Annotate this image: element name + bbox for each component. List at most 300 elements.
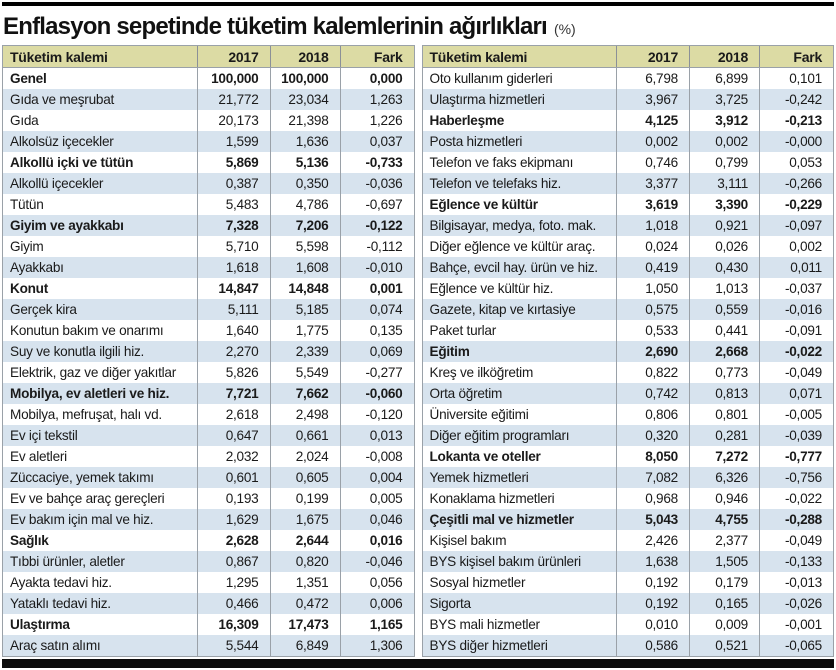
item-label-cell: Araç satın alımı [10, 638, 101, 653]
value-2018-cell: 0,605 [270, 467, 340, 488]
table-row [3, 173, 414, 194]
value-fark-cell: -0,065 [759, 635, 833, 656]
value-2017-cell: 1,638 [616, 551, 689, 572]
value-fark-cell: 0,074 [340, 299, 414, 320]
table-row [3, 404, 414, 425]
item-label-cell: Sağlık [10, 533, 49, 548]
value-fark-cell: 0,056 [340, 572, 414, 593]
table-row [423, 341, 834, 362]
value-2017-cell: 3,619 [616, 194, 689, 215]
value-fark-cell: -0,008 [340, 446, 414, 467]
column-header-2018: 2018 [689, 46, 759, 67]
table-row [3, 320, 414, 341]
value-2018-cell: 1,608 [270, 257, 340, 278]
item-label-cell: Suy ve konutla ilgili hiz. [10, 344, 145, 359]
value-fark-cell: -0,756 [759, 467, 833, 488]
table-row [423, 320, 834, 341]
value-fark-cell: -0,046 [340, 551, 414, 572]
value-fark-cell: 1,226 [340, 110, 414, 131]
value-2017-cell: 0,193 [197, 488, 270, 509]
value-2017-cell: 7,328 [197, 215, 270, 236]
value-2018-cell: 0,799 [689, 152, 759, 173]
value-2018-cell: 0,661 [270, 425, 340, 446]
table-row [3, 446, 414, 467]
value-2017-cell: 0,533 [616, 320, 689, 341]
value-2017-cell: 7,721 [197, 383, 270, 404]
infographic-page [0, 2, 836, 670]
value-2017-cell: 5,544 [197, 635, 270, 656]
value-2017-cell: 0,822 [616, 362, 689, 383]
value-2018-cell: 5,549 [270, 362, 340, 383]
item-label-cell: Kişisel bakım [429, 533, 507, 548]
table-row [423, 551, 834, 572]
value-fark-cell: -0,026 [759, 593, 833, 614]
value-2017-cell: 1,618 [197, 257, 270, 278]
tables-container [2, 45, 834, 657]
item-label-cell: Tütün [10, 197, 44, 212]
item-label-cell: Giyim ve ayakkabı [10, 218, 124, 233]
value-2018-cell: 100,000 [270, 68, 340, 89]
value-2018-cell: 2,644 [270, 530, 340, 551]
table-row [3, 152, 414, 173]
value-2017-cell: 0,320 [616, 425, 689, 446]
value-fark-cell: -0,122 [340, 215, 414, 236]
value-2018-cell: 0,165 [689, 593, 759, 614]
table-row [3, 362, 414, 383]
value-2017-cell: 0,010 [616, 614, 689, 635]
bottom-rule [2, 659, 834, 668]
value-2017-cell: 1,629 [197, 509, 270, 530]
item-label-cell: Çeşitli mal ve hizmetler [429, 512, 574, 527]
value-2017-cell: 1,018 [616, 215, 689, 236]
value-fark-cell: 0,046 [340, 509, 414, 530]
value-fark-cell: -0,266 [759, 173, 833, 194]
value-fark-cell: -0,022 [759, 341, 833, 362]
value-2017-cell: 5,111 [197, 299, 270, 320]
item-label-cell: Ev aletleri [10, 449, 67, 464]
item-label-cell: Diğer eğitim programları [429, 428, 570, 443]
value-2017-cell: 1,050 [616, 278, 689, 299]
value-fark-cell: -0,133 [759, 551, 833, 572]
table-row [423, 215, 834, 236]
value-fark-cell: -0,229 [759, 194, 833, 215]
item-label-cell: Sosyal hizmetler [429, 575, 526, 590]
value-2017-cell: 0,387 [197, 173, 270, 194]
value-2018-cell: 2,498 [270, 404, 340, 425]
value-fark-cell: 0,004 [340, 467, 414, 488]
value-2018-cell: 0,009 [689, 614, 759, 635]
item-label-cell: Ev bakım için mal ve hiz. [10, 512, 154, 527]
table-row [3, 614, 414, 635]
table-row [3, 383, 414, 404]
value-2017-cell: 8,050 [616, 446, 689, 467]
value-2018-cell: 6,326 [689, 467, 759, 488]
value-fark-cell: -0,005 [759, 404, 833, 425]
value-2018-cell: 0,350 [270, 173, 340, 194]
value-fark-cell: -0,777 [759, 446, 833, 467]
item-label-cell: Züccaciye, yemek takımı [10, 470, 154, 485]
value-2018-cell: 0,559 [689, 299, 759, 320]
value-2017-cell: 5,043 [616, 509, 689, 530]
item-label-cell: Üniversite eğitimi [429, 407, 529, 422]
item-label-cell: Gazete, kitap ve kırtasiye [429, 302, 576, 317]
value-fark-cell: -0,060 [340, 383, 414, 404]
value-2017-cell: 0,806 [616, 404, 689, 425]
value-2018-cell: 4,786 [270, 194, 340, 215]
table-row [423, 467, 834, 488]
column-header-2017: 2017 [197, 46, 270, 67]
item-label-cell: Oto kullanım giderleri [429, 71, 553, 86]
table-row [3, 530, 414, 551]
item-label-cell: Eğlence ve kültür [429, 197, 538, 212]
weights-table-left [2, 45, 415, 657]
item-label-cell: Gerçek kira [10, 302, 77, 317]
value-fark-cell: -0,036 [340, 173, 414, 194]
table-row [423, 68, 834, 89]
value-2017-cell: 4,125 [616, 110, 689, 131]
value-2018-cell: 14,848 [270, 278, 340, 299]
table-row [3, 194, 414, 215]
value-fark-cell: 0,037 [340, 131, 414, 152]
table-row [3, 89, 414, 110]
value-2018-cell: 3,912 [689, 110, 759, 131]
table-row [3, 467, 414, 488]
value-fark-cell: 0,000 [340, 68, 414, 89]
value-fark-cell: 0,053 [759, 152, 833, 173]
value-2017-cell: 3,377 [616, 173, 689, 194]
value-fark-cell: -0,242 [759, 89, 833, 110]
value-fark-cell: -0,037 [759, 278, 833, 299]
value-fark-cell: 0,101 [759, 68, 833, 89]
table-row [423, 446, 834, 467]
value-2017-cell: 2,618 [197, 404, 270, 425]
value-2018-cell: 23,034 [270, 89, 340, 110]
value-2018-cell: 5,136 [270, 152, 340, 173]
value-fark-cell: -0,733 [340, 152, 414, 173]
item-label-cell: Yataklı tedavi hiz. [10, 596, 111, 611]
value-2018-cell: 0,430 [689, 257, 759, 278]
table-row [3, 488, 414, 509]
value-2018-cell: 0,281 [689, 425, 759, 446]
value-fark-cell: -0,112 [340, 236, 414, 257]
table-row [423, 425, 834, 446]
value-2018-cell: 0,946 [689, 488, 759, 509]
value-fark-cell: -0,000 [759, 131, 833, 152]
page-title-unit: (%) [553, 21, 576, 37]
value-2018-cell: 4,755 [689, 509, 759, 530]
value-2018-cell: 0,801 [689, 404, 759, 425]
item-label-cell: Lokanta ve oteller [429, 449, 541, 464]
value-2017-cell: 5,710 [197, 236, 270, 257]
table-row [3, 236, 414, 257]
table-row [423, 383, 834, 404]
item-label-cell: BYS mali hizmetler [429, 617, 540, 632]
value-2018-cell: 6,899 [689, 68, 759, 89]
item-label-cell: Yemek hizmetleri [429, 470, 529, 485]
table-row [423, 530, 834, 551]
item-label-cell: Kreş ve ilköğretim [429, 365, 534, 380]
value-2017-cell: 21,772 [197, 89, 270, 110]
table-row [423, 362, 834, 383]
value-fark-cell: 0,002 [759, 236, 833, 257]
value-2017-cell: 0,601 [197, 467, 270, 488]
value-fark-cell: -0,097 [759, 215, 833, 236]
item-label-cell: Ev ve bahçe araç gereçleri [10, 491, 165, 506]
table-row [423, 236, 834, 257]
value-2017-cell: 100,000 [197, 68, 270, 89]
item-label-cell: Gıda ve meşrubat [10, 92, 115, 107]
table-row [423, 572, 834, 593]
value-2017-cell: 0,968 [616, 488, 689, 509]
item-label-cell: Ev içi tekstil [10, 428, 78, 443]
value-2017-cell: 6,798 [616, 68, 689, 89]
value-2017-cell: 20,173 [197, 110, 270, 131]
value-fark-cell: -0,277 [340, 362, 414, 383]
item-label-cell: Mobilya, mefruşat, halı vd. [10, 407, 162, 422]
value-fark-cell: -0,213 [759, 110, 833, 131]
value-2017-cell: 0,002 [616, 131, 689, 152]
value-2018-cell: 1,505 [689, 551, 759, 572]
table-row [423, 299, 834, 320]
item-label-cell: BYS kişisel bakım ürünleri [429, 554, 581, 569]
value-2017-cell: 0,742 [616, 383, 689, 404]
item-label-cell: Alkolsüz içecekler [10, 134, 114, 149]
value-2018-cell: 1,775 [270, 320, 340, 341]
value-2018-cell: 17,473 [270, 614, 340, 635]
table-row [3, 635, 414, 656]
value-2017-cell: 0,586 [616, 635, 689, 656]
item-label-cell: Haberleşme [429, 113, 505, 128]
item-label-cell: Sigorta [429, 596, 471, 611]
value-fark-cell: -0,049 [759, 530, 833, 551]
item-label-cell: Konaklama hizmetleri [429, 491, 555, 506]
value-2017-cell: 7,082 [616, 467, 689, 488]
value-2017-cell: 2,426 [616, 530, 689, 551]
item-label-cell: Bahçe, evcil hay. ürün ve hiz. [429, 260, 598, 275]
table-row [3, 509, 414, 530]
value-2018-cell: 0,921 [689, 215, 759, 236]
item-label-cell: Paket turlar [429, 323, 497, 338]
column-header-item: Tüketim kalemi [10, 48, 108, 65]
value-2018-cell: 3,725 [689, 89, 759, 110]
value-fark-cell: -0,697 [340, 194, 414, 215]
item-label-cell: Giyim [10, 239, 44, 254]
value-2018-cell: 0,813 [689, 383, 759, 404]
table-header-row [423, 46, 834, 68]
value-2018-cell: 1,675 [270, 509, 340, 530]
table-row [3, 341, 414, 362]
value-fark-cell: -0,091 [759, 320, 833, 341]
table-row [423, 89, 834, 110]
item-label-cell: Genel [10, 71, 47, 86]
value-2018-cell: 0,820 [270, 551, 340, 572]
table-row [423, 593, 834, 614]
value-fark-cell: -0,039 [759, 425, 833, 446]
table-row [423, 614, 834, 635]
value-2018-cell: 1,013 [689, 278, 759, 299]
value-2018-cell: 1,636 [270, 131, 340, 152]
value-2018-cell: 7,662 [270, 383, 340, 404]
value-2018-cell: 0,199 [270, 488, 340, 509]
column-header-fark: Fark [759, 46, 833, 67]
value-2018-cell: 3,390 [689, 194, 759, 215]
value-fark-cell: -0,022 [759, 488, 833, 509]
value-fark-cell: 1,263 [340, 89, 414, 110]
item-label-cell: Alkollü içki ve tütün [10, 155, 134, 170]
item-label-cell: BYS diğer hizmetleri [429, 638, 548, 653]
table-row [3, 593, 414, 614]
value-fark-cell: 0,069 [340, 341, 414, 362]
value-2018-cell: 21,398 [270, 110, 340, 131]
item-label-cell: Elektrik, gaz ve diğer yakıtlar [10, 365, 177, 380]
table-row [423, 278, 834, 299]
value-2017-cell: 5,826 [197, 362, 270, 383]
table-body [3, 68, 414, 656]
value-fark-cell: 0,016 [340, 530, 414, 551]
item-label-cell: Diğer eğlence ve kültür araç. [429, 239, 596, 254]
item-label-cell: Eğlence ve kültür hiz. [429, 281, 554, 296]
value-2018-cell: 0,026 [689, 236, 759, 257]
weights-table-right [422, 45, 835, 657]
table-row [3, 299, 414, 320]
value-2018-cell: 1,351 [270, 572, 340, 593]
item-label-cell: Bilgisayar, medya, foto. mak. [429, 218, 597, 233]
column-header-2018: 2018 [270, 46, 340, 67]
value-2017-cell: 14,847 [197, 278, 270, 299]
table-row [423, 635, 834, 656]
item-label-cell: Alkollü içecekler [10, 176, 104, 191]
item-label-cell: Ulaştırma hizmetleri [429, 92, 545, 107]
value-2018-cell: 0,521 [689, 635, 759, 656]
value-2017-cell: 0,192 [616, 593, 689, 614]
table-row [423, 173, 834, 194]
table-row [423, 509, 834, 530]
value-2018-cell: 0,179 [689, 572, 759, 593]
table-body [423, 68, 834, 656]
value-2017-cell: 1,599 [197, 131, 270, 152]
value-2018-cell: 2,339 [270, 341, 340, 362]
value-2018-cell: 2,024 [270, 446, 340, 467]
title-bar [1, 6, 835, 45]
item-label-cell: Eğitim [429, 344, 470, 359]
value-2017-cell: 0,192 [616, 572, 689, 593]
item-label-cell: Mobilya, ev aletleri ve hiz. [10, 386, 170, 401]
value-fark-cell: 0,006 [340, 593, 414, 614]
value-fark-cell: -0,016 [759, 299, 833, 320]
value-2017-cell: 2,270 [197, 341, 270, 362]
value-2017-cell: 1,640 [197, 320, 270, 341]
table-row [3, 278, 414, 299]
table-row [423, 257, 834, 278]
item-label-cell: Orta öğretim [429, 386, 503, 401]
value-fark-cell: -0,288 [759, 509, 833, 530]
value-fark-cell: -0,013 [759, 572, 833, 593]
value-2017-cell: 3,967 [616, 89, 689, 110]
item-label-cell: Konutun bakım ve onarımı [10, 323, 164, 338]
value-2017-cell: 2,032 [197, 446, 270, 467]
value-2018-cell: 0,441 [689, 320, 759, 341]
value-2018-cell: 7,272 [689, 446, 759, 467]
table-row [3, 257, 414, 278]
table-row [423, 404, 834, 425]
item-label-cell: Tıbbi ürünler, aletler [10, 554, 125, 569]
table-row [423, 152, 834, 173]
value-2017-cell: 0,024 [616, 236, 689, 257]
table-row [3, 68, 414, 89]
item-label-cell: Telefon ve telefaks hiz. [429, 176, 562, 191]
value-fark-cell: 0,005 [340, 488, 414, 509]
column-header-fark: Fark [340, 46, 414, 67]
value-fark-cell: -0,120 [340, 404, 414, 425]
item-label-cell: Telefon ve faks ekipmanı [429, 155, 574, 170]
value-fark-cell: 1,165 [340, 614, 414, 635]
value-fark-cell: -0,001 [759, 614, 833, 635]
table-row [423, 194, 834, 215]
value-fark-cell: 0,001 [340, 278, 414, 299]
table-row [423, 131, 834, 152]
value-2018-cell: 6,849 [270, 635, 340, 656]
column-header-item: Tüketim kalemi [429, 48, 528, 65]
table-row [3, 110, 414, 131]
value-2018-cell: 5,185 [270, 299, 340, 320]
value-2017-cell: 0,419 [616, 257, 689, 278]
value-2017-cell: 0,867 [197, 551, 270, 572]
item-label-cell: Posta hizmetleri [429, 134, 523, 149]
value-2017-cell: 1,295 [197, 572, 270, 593]
table-row [3, 131, 414, 152]
value-2017-cell: 2,690 [616, 341, 689, 362]
value-2017-cell: 5,483 [197, 194, 270, 215]
value-2018-cell: 0,773 [689, 362, 759, 383]
value-fark-cell: 0,135 [340, 320, 414, 341]
value-fark-cell: 0,071 [759, 383, 833, 404]
value-fark-cell: 1,306 [340, 635, 414, 656]
item-label-cell: Ulaştırma [10, 617, 70, 632]
value-fark-cell: 0,011 [759, 257, 833, 278]
value-2018-cell: 2,668 [689, 341, 759, 362]
value-2018-cell: 0,472 [270, 593, 340, 614]
value-2017-cell: 0,647 [197, 425, 270, 446]
value-2018-cell: 3,111 [689, 173, 759, 194]
table-row [3, 572, 414, 593]
item-label-cell: Ayakkabı [10, 260, 64, 275]
table-header-row [3, 46, 414, 68]
value-2018-cell: 7,206 [270, 215, 340, 236]
table-row [3, 215, 414, 236]
value-2018-cell: 5,598 [270, 236, 340, 257]
value-2017-cell: 0,575 [616, 299, 689, 320]
table-row [3, 425, 414, 446]
column-header-2017: 2017 [616, 46, 689, 67]
table-row [423, 110, 834, 131]
value-2017-cell: 16,309 [197, 614, 270, 635]
value-fark-cell: -0,049 [759, 362, 833, 383]
value-2018-cell: 2,377 [689, 530, 759, 551]
item-label-cell: Konut [10, 281, 49, 296]
value-2018-cell: 0,002 [689, 131, 759, 152]
value-fark-cell: 0,013 [340, 425, 414, 446]
value-2017-cell: 2,628 [197, 530, 270, 551]
table-row [3, 551, 414, 572]
page-title: Enflasyon sepetinde tüketim kalemlerinin ağırlıkları [3, 13, 547, 40]
item-label-cell: Gıda [10, 113, 39, 128]
value-2017-cell: 0,746 [616, 152, 689, 173]
value-2017-cell: 5,869 [197, 152, 270, 173]
table-row [423, 488, 834, 509]
value-2017-cell: 0,466 [197, 593, 270, 614]
item-label-cell: Ayakta tedavi hiz. [10, 575, 112, 590]
value-fark-cell: -0,010 [340, 257, 414, 278]
